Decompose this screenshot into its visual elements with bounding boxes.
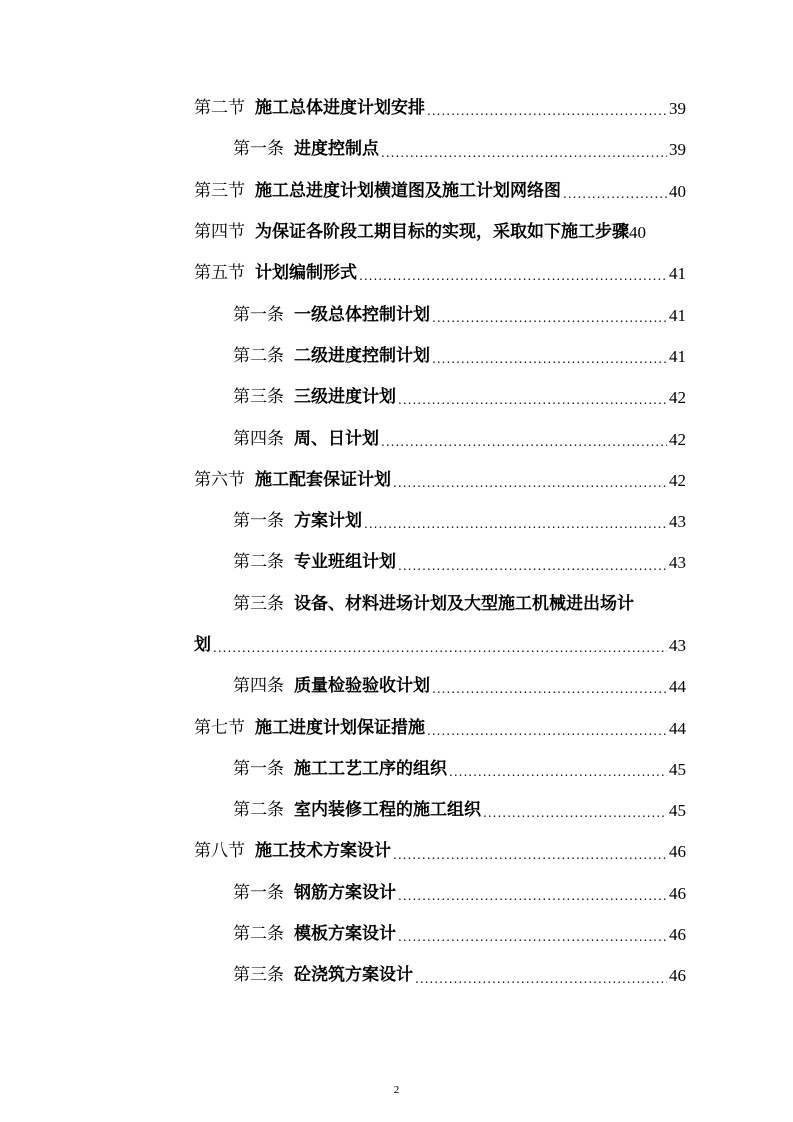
- toc-entry-number: 第二条: [233, 924, 284, 945]
- toc-entry-number: 第三条: [233, 965, 284, 986]
- toc-entry-article[interactable]: [0, 336, 793, 377]
- toc-entry-number: 第三条: [233, 593, 284, 614]
- toc-entry-number: 第三节: [194, 180, 245, 201]
- toc-entry-title: 室内装修工程的施工组织: [294, 800, 481, 821]
- dot-leader: [432, 683, 667, 707]
- dot-leader: [398, 890, 667, 914]
- toc-entry-title: 三级进度计划: [294, 387, 396, 408]
- dot-leader: [432, 353, 667, 377]
- toc-entry-title: 二级进度控制计划: [294, 345, 430, 366]
- toc-entry-title: 周、日计划: [294, 428, 379, 449]
- toc-entry-page: 40: [629, 223, 646, 243]
- toc-entry-page: 44: [669, 718, 686, 738]
- toc-entry-section-6[interactable]: [0, 460, 793, 501]
- toc-entry-number: 第五节: [194, 263, 245, 284]
- toc-entry-article[interactable]: [0, 377, 793, 418]
- toc-entry-page: 46: [669, 883, 686, 903]
- toc-entry-title: 施工配套保证计划: [255, 469, 391, 490]
- toc-entry-article[interactable]: [0, 501, 793, 542]
- toc-entry-title-continuation: 划: [194, 635, 211, 655]
- toc-entry-number: 第二节: [194, 98, 245, 119]
- toc-entry-page: 41: [669, 305, 686, 325]
- toc-entry-section-2[interactable]: [0, 88, 793, 129]
- toc-entry-page: 39: [669, 140, 686, 160]
- toc-entry-page: 42: [669, 388, 686, 408]
- toc-entry-section-3[interactable]: [0, 171, 793, 212]
- toc-entry-page: 46: [669, 842, 686, 862]
- toc-entry-title: 计划编制形式: [255, 263, 357, 284]
- toc-entry-section-5[interactable]: [0, 253, 793, 294]
- toc-entry-article[interactable]: [0, 749, 793, 790]
- dot-leader: [398, 931, 667, 955]
- toc-entry-title: 设备、材料进场计划及大型施工机械进出场计: [294, 593, 634, 614]
- toc-entry-section-7[interactable]: [0, 707, 793, 748]
- toc-entry-page: 42: [669, 429, 686, 449]
- toc-entry-title: 方案计划: [294, 511, 362, 532]
- toc-entry-page: 40: [669, 181, 686, 201]
- toc-entry-article[interactable]: [0, 418, 793, 459]
- toc-entry-section-8[interactable]: [0, 831, 793, 872]
- toc-entry-title: 进度控制点: [294, 139, 379, 160]
- toc-entry-number: 第一条: [233, 882, 284, 903]
- toc-entry-continuation[interactable]: [0, 625, 793, 666]
- toc-entry-page: 41: [669, 264, 686, 284]
- toc-entry-article[interactable]: [0, 294, 793, 335]
- toc-entry-title: 模板方案设计: [294, 924, 396, 945]
- toc-entry-title: 施工工艺工序的组织: [294, 758, 447, 779]
- toc-entry-article[interactable]: [0, 914, 793, 955]
- toc-entry-number: 第七节: [194, 717, 245, 738]
- table-of-contents: [0, 88, 793, 997]
- toc-entry-number: 第八节: [194, 841, 245, 862]
- toc-entry-page: 43: [669, 512, 686, 532]
- page-number: 2: [393, 1084, 400, 1096]
- dot-leader: [393, 477, 667, 501]
- toc-entry-title: 施工总进度计划横道图及施工计划网络图: [255, 180, 561, 201]
- toc-entry-number: 第一条: [233, 758, 284, 779]
- toc-entry-title: 钢筋方案设计: [294, 882, 396, 903]
- toc-entry-article[interactable]: [0, 955, 793, 996]
- toc-entry-title: 施工总体进度计划安排: [255, 98, 425, 119]
- toc-entry-title: 专业班组计划: [294, 552, 396, 573]
- toc-entry-number: 第二条: [233, 552, 284, 573]
- toc-entry-number: 第四节: [194, 222, 245, 243]
- toc-entry-title: 为保证各阶段工期目标的实现，采取如下施工步骤: [255, 222, 629, 243]
- toc-entry-page: 39: [669, 99, 686, 119]
- dot-leader: [398, 560, 667, 584]
- toc-entry-page: 42: [669, 470, 686, 490]
- toc-entry-number: 第一条: [233, 139, 284, 160]
- dot-leader: [213, 642, 667, 666]
- toc-entry-page: 43: [669, 636, 686, 655]
- toc-entry-page: 46: [669, 925, 686, 945]
- toc-entry-number: 第四条: [233, 428, 284, 449]
- toc-entry-number: 第一条: [233, 511, 284, 532]
- toc-entry-section-4[interactable]: [0, 212, 793, 253]
- dot-leader: [427, 105, 667, 129]
- toc-entry-number: 第二条: [233, 800, 284, 821]
- toc-entry-title: 一级总体控制计划: [294, 304, 430, 325]
- dot-leader: [364, 518, 667, 542]
- dot-leader: [381, 147, 667, 171]
- toc-entry-title: 施工技术方案设计: [255, 841, 391, 862]
- toc-entry-page: 43: [669, 553, 686, 573]
- toc-entry-number: 第六节: [194, 469, 245, 490]
- dot-leader: [427, 725, 667, 749]
- toc-entry-page: 44: [669, 677, 686, 697]
- dot-leader: [483, 807, 667, 831]
- toc-entry-article[interactable]: [0, 129, 793, 170]
- dot-leader: [449, 766, 667, 790]
- toc-entry-number: 第一条: [233, 304, 284, 325]
- toc-entry-number: 第三条: [233, 387, 284, 408]
- toc-entry-article[interactable]: [0, 790, 793, 831]
- toc-entry-page: 46: [669, 966, 686, 986]
- toc-entry-title: 施工进度计划保证措施: [255, 717, 425, 738]
- toc-entry-number: 第四条: [233, 676, 284, 697]
- toc-entry-article[interactable]: [0, 873, 793, 914]
- dot-leader: [432, 312, 667, 336]
- toc-entry-article[interactable]: [0, 542, 793, 583]
- toc-entry-number: 第二条: [233, 345, 284, 366]
- dot-leader: [415, 973, 667, 997]
- toc-entry-page: 41: [669, 346, 686, 366]
- toc-entry-article-wrapped[interactable]: [0, 584, 793, 625]
- dot-leader: [359, 270, 667, 294]
- toc-entry-page: 45: [669, 801, 686, 821]
- toc-entry-title: 质量检验验收计划: [294, 676, 430, 697]
- toc-entry-article[interactable]: [0, 666, 793, 707]
- toc-entry-title: 砼浇筑方案设计: [294, 965, 413, 986]
- dot-leader: [393, 849, 667, 873]
- dot-leader: [563, 188, 667, 212]
- toc-entry-page: 45: [669, 759, 686, 779]
- dot-leader: [381, 436, 667, 460]
- dot-leader: [398, 394, 667, 418]
